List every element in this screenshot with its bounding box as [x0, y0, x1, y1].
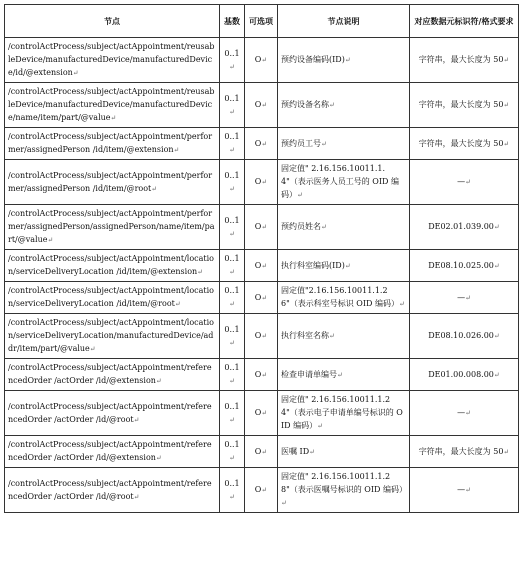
node-path-cell [5, 250, 220, 282]
format-cell [410, 205, 519, 250]
return-mark-icon: ↵ [399, 300, 405, 308]
return-mark-icon: ↵ [465, 486, 471, 494]
node-path-cell [5, 359, 220, 391]
description-cell [278, 128, 410, 160]
return-mark-icon: ↵ [261, 370, 268, 379]
cardinality-cell [220, 160, 245, 205]
node-path-cell-text: /controlActProcess/subject/actAppointment/performer/assignedPerson /id/item/@extension [8, 132, 213, 154]
cardinality-cell-text: 0..1 [224, 401, 240, 411]
return-mark-icon: ↵ [229, 184, 235, 193]
return-mark-icon: ↵ [261, 56, 268, 64]
return-mark-icon: ↵ [261, 486, 268, 494]
return-mark-icon: ↵ [229, 492, 235, 501]
optional-cell [245, 250, 278, 282]
cardinality-cell [220, 391, 245, 436]
description-cell [278, 38, 410, 83]
description-cell [278, 314, 410, 359]
return-mark-icon: ↵ [155, 377, 162, 385]
optional-cell [245, 391, 278, 436]
table-row [5, 282, 519, 314]
return-mark-icon: ↵ [321, 223, 327, 231]
return-mark-icon: ↵ [337, 370, 343, 379]
return-mark-icon: ↵ [465, 293, 471, 302]
cardinality-cell [220, 314, 245, 359]
optional-cell [245, 160, 278, 205]
return-mark-icon: ↵ [89, 345, 96, 353]
cardinality-cell [220, 250, 245, 282]
node-path-cell [5, 314, 220, 359]
return-mark-icon: ↵ [503, 101, 510, 109]
node-path-cell-text: /controlActProcess/subject/actAppointment/performer/assignedPerson /id/item/@root [8, 170, 213, 193]
return-mark-icon: ↵ [261, 178, 268, 186]
return-mark-icon: ↵ [229, 300, 235, 308]
description-cell-text: 固定值" 2.16.156.10011.1.24"（表示电子申请单编号标识的 OID 编码） [281, 395, 403, 430]
description-cell [278, 250, 410, 282]
return-mark-icon: ↵ [229, 107, 235, 116]
format-cell [410, 436, 519, 468]
cardinality-cell-text: 0..1 [224, 93, 240, 103]
return-mark-icon: ↵ [344, 56, 351, 64]
description-cell [278, 468, 410, 513]
optional-cell [245, 436, 278, 468]
description-cell [278, 436, 410, 468]
table-row [5, 314, 519, 359]
optional-cell [245, 359, 278, 391]
cardinality-cell-text: 0..1 [224, 254, 240, 263]
optional-cell-text: O [254, 408, 262, 417]
description-cell-text: 固定值" 2.16.156.10011.1.4"（表示医务人员工号的 OID 编码） [281, 164, 399, 199]
return-mark-icon: ↵ [493, 332, 500, 340]
cardinality-cell-text: 0..1 [224, 440, 240, 449]
node-path-cell-text: /controlActProcess/subject/actAppointment/referencedOrder /actOrder /id/@root [8, 401, 212, 424]
cardinality-cell-text: 0..1 [224, 478, 240, 488]
header-format: 对应数据元标识符/格式要求 [410, 5, 519, 38]
table-row [5, 38, 519, 83]
return-mark-icon: ↵ [261, 101, 268, 109]
optional-cell [245, 83, 278, 128]
description-cell-text: 执行科室编码(ID) [281, 260, 345, 270]
description-cell-text: 预约设备编码(ID) [281, 55, 345, 64]
format-cell-text: 字符串，最大长度为 50 [418, 100, 504, 109]
format-cell-text: 字符串，最大长度为 50 [418, 55, 504, 64]
return-mark-icon: ↵ [229, 62, 235, 71]
return-mark-icon: ↵ [173, 146, 180, 154]
node-path-cell [5, 436, 220, 468]
optional-cell-text: O [254, 138, 262, 148]
return-mark-icon: ↵ [229, 146, 235, 154]
header-row [5, 5, 519, 38]
return-mark-icon: ↵ [47, 236, 54, 244]
description-cell-text: 医嘱 ID [281, 446, 310, 456]
format-cell-text: 字符串，最大长度为 50 [418, 446, 504, 456]
cardinality-cell [220, 83, 245, 128]
format-cell [410, 359, 519, 391]
node-path-cell-text: /controlActProcess/subject/actAppointment/referencedOrder /actOrder /id/@extension [8, 440, 212, 462]
cardinality-cell [220, 38, 245, 83]
node-path-cell [5, 282, 220, 314]
node-path-cell-text: /controlActProcess/subject/actAppointment/performer/assignedPerson/assignedPerson/name/item/part/@value [8, 209, 215, 244]
return-mark-icon: ↵ [229, 338, 235, 347]
format-cell [410, 128, 519, 160]
format-cell-text: 字符串，最大长度为 50 [418, 138, 504, 148]
cardinality-cell-text: 0..1 [224, 324, 240, 334]
description-cell-text: 预约设备名称 [281, 100, 329, 109]
description-cell-text: 固定值" 2.16.156.10011.1.28"（表示医嘱号标识的 OID 编码） [281, 472, 407, 494]
optional-cell-text: O [254, 55, 262, 64]
format-cell-text: — [457, 292, 466, 302]
node-spec-table [4, 4, 519, 513]
return-mark-icon: ↵ [493, 223, 500, 231]
format-cell [410, 468, 519, 513]
return-mark-icon: ↵ [329, 332, 335, 340]
return-mark-icon: ↵ [229, 377, 235, 385]
node-path-cell-text: /controlActProcess/subject/actAppointment/location/serviceDeliveryLocation /id/item/@root [8, 286, 214, 308]
return-mark-icon: ↵ [321, 139, 327, 148]
table-row [5, 250, 519, 282]
node-path-cell [5, 83, 220, 128]
optional-cell [245, 282, 278, 314]
return-mark-icon: ↵ [72, 69, 79, 77]
cardinality-cell-text: 0..1 [224, 132, 240, 141]
format-cell-text: — [457, 408, 466, 417]
optional-cell [245, 468, 278, 513]
optional-cell-text: O [254, 222, 262, 231]
optional-cell-text: O [254, 331, 262, 340]
description-cell-text: 预约员工号 [281, 138, 321, 148]
format-cell-text: DE02.01.039.00 [428, 222, 494, 231]
description-cell-text: 检查申请单编号 [281, 369, 337, 379]
return-mark-icon: ↵ [197, 268, 204, 276]
format-cell [410, 391, 519, 436]
return-mark-icon: ↵ [493, 261, 500, 270]
cardinality-cell-text: 0..1 [224, 286, 240, 295]
header-node: 节点 [5, 5, 220, 38]
optional-cell-text: O [254, 292, 262, 302]
description-cell-text: 预约员姓名 [281, 222, 321, 231]
format-cell [410, 83, 519, 128]
format-cell-text: DE01.00.008.00 [428, 369, 494, 379]
return-mark-icon: ↵ [229, 268, 235, 276]
cardinality-cell [220, 436, 245, 468]
return-mark-icon: ↵ [261, 223, 268, 231]
return-mark-icon: ↵ [229, 415, 235, 424]
header-cardinality: 基数 [220, 5, 245, 38]
optional-cell-text: O [254, 485, 262, 494]
node-path-cell [5, 205, 220, 250]
return-mark-icon: ↵ [229, 229, 235, 238]
optional-cell-text: O [254, 100, 262, 109]
return-mark-icon: ↵ [261, 261, 268, 270]
table-row [5, 128, 519, 160]
description-cell [278, 282, 410, 314]
return-mark-icon: ↵ [281, 499, 287, 507]
return-mark-icon: ↵ [317, 422, 323, 430]
format-cell-text: DE08.10.025.00 [428, 260, 494, 270]
node-path-cell-text: /controlActProcess/subject/actAppointment/location/serviceDeliveryLocation/manufacturedDevice/addr/item/part/@value [8, 318, 214, 353]
optional-cell-text: O [254, 177, 262, 186]
return-mark-icon: ↵ [261, 409, 268, 417]
header-optional: 可选项 [245, 5, 278, 38]
table-row [5, 160, 519, 205]
description-cell [278, 83, 410, 128]
format-cell-text: — [457, 485, 466, 494]
format-cell [410, 250, 519, 282]
cardinality-cell [220, 282, 245, 314]
format-cell [410, 160, 519, 205]
return-mark-icon: ↵ [261, 332, 268, 340]
optional-cell [245, 205, 278, 250]
return-mark-icon: ↵ [465, 409, 471, 417]
optional-cell [245, 314, 278, 359]
format-cell [410, 282, 519, 314]
return-mark-icon: ↵ [493, 370, 500, 379]
table-row [5, 205, 519, 250]
return-mark-icon: ↵ [503, 56, 510, 64]
cardinality-cell-text: 0..1 [224, 215, 240, 225]
return-mark-icon: ↵ [329, 101, 335, 109]
table-row [5, 83, 519, 128]
return-mark-icon: ↵ [503, 139, 510, 148]
table-row [5, 468, 519, 513]
return-mark-icon: ↵ [261, 293, 268, 302]
cardinality-cell [220, 205, 245, 250]
cardinality-cell-text: 0..1 [224, 48, 240, 58]
format-cell-text: — [457, 177, 466, 186]
return-mark-icon: ↵ [309, 447, 315, 456]
description-cell [278, 391, 410, 436]
node-path-cell-text: /controlActProcess/subject/actAppointment/referencedOrder /actOrder /id/@extension [8, 363, 212, 385]
cardinality-cell-text: 0..1 [224, 170, 240, 180]
description-cell [278, 205, 410, 250]
cardinality-cell-text: 0..1 [224, 363, 240, 372]
node-path-cell-text: /controlActProcess/subject/actAppointment/referencedOrder /actOrder /id/@root [8, 478, 212, 501]
node-path-cell [5, 391, 220, 436]
cardinality-cell [220, 468, 245, 513]
return-mark-icon: ↵ [155, 454, 162, 462]
optional-cell-text: O [254, 369, 262, 379]
node-path-cell-text: /controlActProcess/subject/actAppointment/location/serviceDeliveryLocation /id/item/@extension [8, 254, 214, 276]
return-mark-icon: ↵ [344, 261, 351, 270]
return-mark-icon: ↵ [261, 447, 268, 456]
optional-cell [245, 38, 278, 83]
optional-cell-text: O [254, 446, 262, 456]
node-path-cell [5, 160, 220, 205]
node-path-cell-text: /controlActProcess/subject/actAppointment/reusableDevice/manufacturedDevice/manufacturedDevice/name/item/part/@value [8, 87, 215, 122]
cardinality-cell [220, 359, 245, 391]
table-row [5, 436, 519, 468]
node-path-cell [5, 38, 220, 83]
optional-cell-text: O [254, 260, 262, 270]
return-mark-icon: ↵ [229, 454, 235, 462]
description-cell-text: 执行科室名称 [281, 331, 329, 340]
description-cell [278, 359, 410, 391]
format-cell [410, 38, 519, 83]
node-path-cell [5, 128, 220, 160]
return-mark-icon: ↵ [151, 184, 158, 193]
format-cell [410, 314, 519, 359]
header-description: 节点说明 [278, 5, 410, 38]
node-path-cell [5, 468, 220, 513]
return-mark-icon: ↵ [174, 300, 181, 308]
return-mark-icon: ↵ [503, 447, 510, 456]
table-row [5, 359, 519, 391]
format-cell-text: DE08.10.026.00 [428, 331, 494, 340]
description-cell-text: 固定值"2.16.156.10011.1.26"（表示科室号标识 OID 编码） [281, 286, 399, 308]
table-row [5, 391, 519, 436]
optional-cell [245, 128, 278, 160]
node-path-cell-text: /controlActProcess/subject/actAppointment/reusableDevice/manufacturedDevice/manufacturedDevice/id/@extension [8, 42, 215, 77]
return-mark-icon: ↵ [133, 492, 140, 501]
return-mark-icon: ↵ [297, 191, 303, 199]
return-mark-icon: ↵ [133, 415, 140, 424]
return-mark-icon: ↵ [465, 178, 471, 186]
cardinality-cell [220, 128, 245, 160]
return-mark-icon: ↵ [110, 114, 117, 122]
return-mark-icon: ↵ [261, 139, 268, 148]
description-cell [278, 160, 410, 205]
